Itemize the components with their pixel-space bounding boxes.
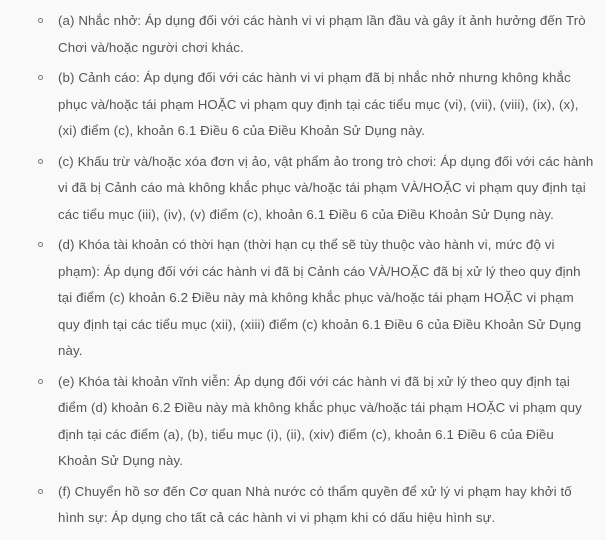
- list-item-text: (d) Khóa tài khoản có thời hạn (thời hạn cụ thể sẽ tùy thuộc vào hành vi, mức độ vi phạm): Áp dụng đối với các hành vi đã bị Cảnh cáo VÀ/HOẶC đã bị xử lý theo quy định tại điểm (c) khoản 6.2 Điều này mà không khắc phục và/hoặc tái phạm HOẶC vi phạm quy định tại các tiểu mục (xii), (xiii) điểm (c) khoản 6.1 Điều 6 của Điều Khoản Sử Dụng này.: [58, 237, 582, 358]
- list-item-text: (c) Khấu trừ và/hoặc xóa đơn vị ảo, vật phẩm ảo trong trò chơi: Áp dụng đối với các hành vi đã bị Cảnh cáo mà không khắc phục và/hoặc tái phạm VÀ/HOẶC vi phạm quy định tại các tiểu mục (iii), (iv), (v) điểm (c), khoản 6.1 Điều 6 của Điều Khoản Sử Dụng này.: [58, 153, 594, 222]
- list-item-text: (b) Cảnh cáo: Áp dụng đối với các hành vi vi phạm đã bị nhắc nhở nhưng không khắc phục và/hoặc tái phạm HOẶC vi phạm quy định tại các tiểu mục (vi), (vii), (viii), (ix), (x), (xi) điểm (c), khoản 6.1 Điều 6 của Điều Khoản Sử Dụng này.: [58, 70, 579, 138]
- list-item-e: [38, 369, 596, 475]
- bullet-circle-icon: [38, 75, 43, 80]
- bullet-circle-icon: [38, 489, 43, 494]
- bullet-circle-icon: [38, 18, 43, 23]
- list-item-c: [38, 149, 596, 229]
- list-item-text: (a) Nhắc nhở: Áp dụng đối với các hành vi vi phạm lần đầu và gây ít ảnh hưởng đến Trò Chơi và/hoặc người chơi khác.: [58, 13, 586, 55]
- list-item-a: [38, 8, 596, 61]
- list-item-f: [38, 479, 596, 532]
- bullet-circle-icon: [38, 159, 43, 164]
- list-item-text: (f) Chuyển hồ sơ đến Cơ quan Nhà nước có thẩm quyền để xử lý vi phạm hay khởi tố hình sự: Áp dụng cho tất cả các hành vi vi phạm khi có dấu hiệu hình sự.: [58, 483, 572, 525]
- penalty-list: [38, 8, 596, 532]
- bullet-circle-icon: [38, 379, 43, 384]
- list-item-text: (e) Khóa tài khoản vĩnh viễn: Áp dụng đối với các hành vi đã bị xử lý theo quy định tại điểm (d) khoản 6.2 Điều này mà không khắc phục và/hoặc tái phạm HOẶC vi phạm quy định tại các điểm (a), (b), tiểu mục (i), (ii), (xiv) điểm (c), khoản 6.1 Điều 6 của Điều Khoản Sử Dụng này.: [58, 373, 582, 468]
- bullet-circle-icon: [38, 242, 43, 247]
- list-item-b: [38, 65, 596, 145]
- list-item-d: [38, 232, 596, 365]
